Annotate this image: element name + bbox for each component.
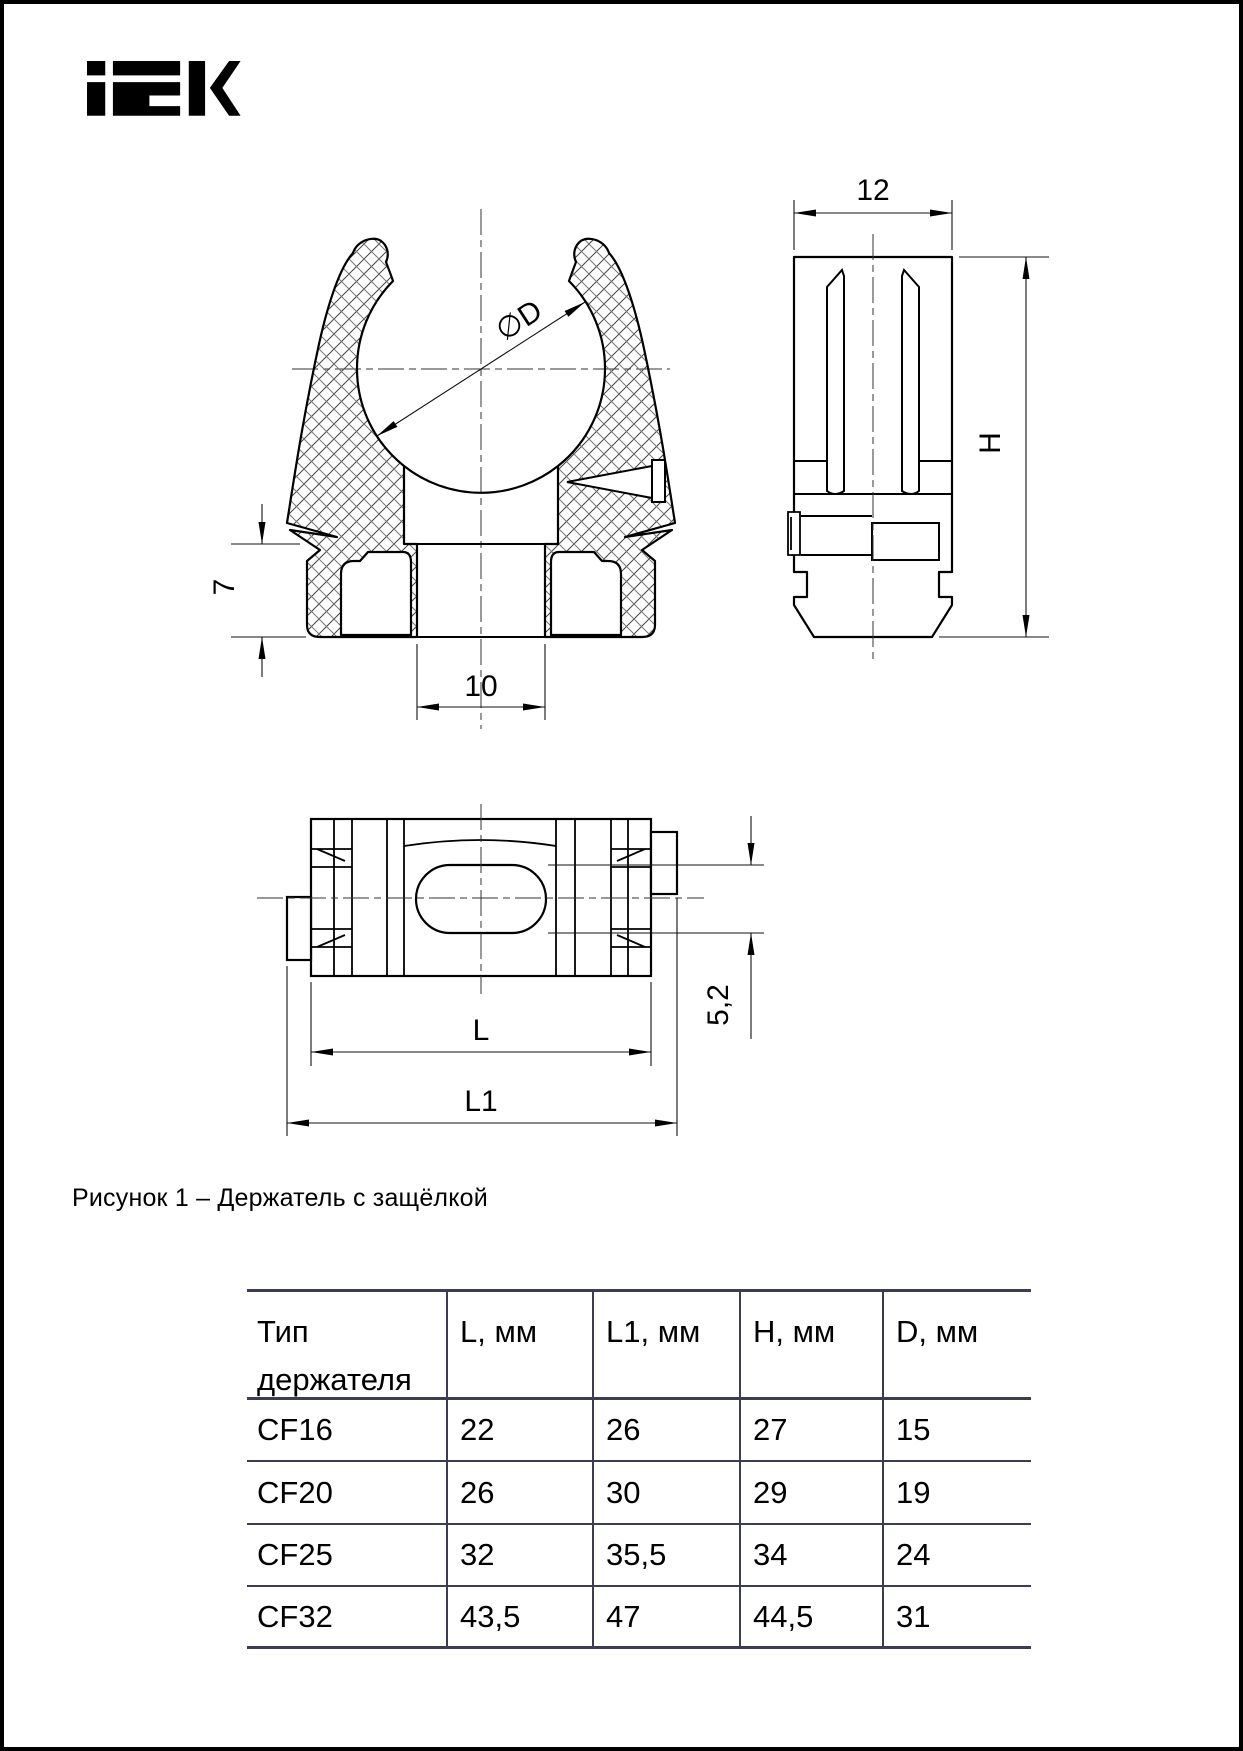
- bottom-right-step: [651, 832, 677, 894]
- table-row-cf16-l1: 26: [592, 1400, 739, 1462]
- table-row-cf25-l: 32: [446, 1525, 592, 1587]
- dim-side-width-label: 12: [856, 174, 890, 207]
- dim-diameter-label: ∅D: [490, 293, 549, 348]
- front-section-view: [208, 209, 675, 729]
- dim-base-height-label: 7: [208, 578, 241, 596]
- clip-left-section: [287, 239, 417, 637]
- figure-caption: Рисунок 1 – Держатель с защёлкой: [72, 1184, 488, 1212]
- clip-right-section: [545, 239, 675, 637]
- side-latch-plate: [788, 512, 800, 555]
- table-row-cf32-h: 44,5: [739, 1587, 882, 1649]
- dim-length-label: L: [472, 1014, 490, 1047]
- table-row-cf32-l1: 47: [592, 1587, 739, 1649]
- logo-k-bar: [189, 61, 205, 116]
- dim-side-height-label: H: [974, 432, 1007, 454]
- table-row-cf16-type: CF16: [247, 1400, 446, 1462]
- table-row-cf20-l: 26: [446, 1462, 592, 1525]
- dim-side-height: [939, 257, 1049, 637]
- table-row-cf25-type: CF25: [247, 1525, 446, 1587]
- table-row-cf16-h: 27: [739, 1400, 882, 1462]
- col-header-l1: L1, мм: [592, 1292, 739, 1400]
- spec-table: [247, 1289, 1031, 1649]
- table-row-cf16-l: 22: [446, 1400, 592, 1462]
- side-view: [788, 174, 1049, 659]
- bottom-view: [257, 804, 764, 1136]
- dim-slot-width-label: 5,2: [702, 984, 735, 1026]
- col-header-h: H, мм: [739, 1292, 882, 1400]
- dim-length1-label: L1: [464, 1085, 498, 1118]
- table-row-cf16-d: 15: [882, 1400, 1031, 1462]
- table-row-cf20-type: CF20: [247, 1462, 446, 1525]
- table-row-cf20-h: 29: [739, 1462, 882, 1525]
- logo-k-arms: [210, 61, 241, 116]
- table-row-cf25-h: 34: [739, 1525, 882, 1587]
- col-header-l: L, мм: [446, 1292, 592, 1400]
- bottom-left-tab: [287, 897, 311, 960]
- table-row-cf32-d: 31: [882, 1587, 1031, 1649]
- logo-i-dot: [87, 61, 105, 75]
- table-row-cf20-d: 19: [882, 1462, 1031, 1525]
- table-row-cf20-l1: 30: [592, 1462, 739, 1525]
- table-row-cf25-l1: 35,5: [592, 1525, 739, 1587]
- side-latch-block: [872, 523, 939, 560]
- logo-e-body: [113, 82, 180, 116]
- col-header-d: D, мм: [882, 1292, 1031, 1400]
- table-row-cf32-l: 43,5: [446, 1587, 592, 1649]
- logo-e-top: [113, 61, 180, 75]
- table-row-cf32-type: CF32: [247, 1587, 446, 1649]
- iek-logo: [87, 61, 241, 116]
- dim-length: [311, 982, 651, 1066]
- table-row-cf25-d: 24: [882, 1525, 1031, 1587]
- dim-channel-width-label: 10: [464, 670, 498, 703]
- logo-i-bar: [87, 82, 105, 116]
- col-header-type: Тип держателя: [247, 1292, 446, 1400]
- latch-tab: [652, 460, 665, 502]
